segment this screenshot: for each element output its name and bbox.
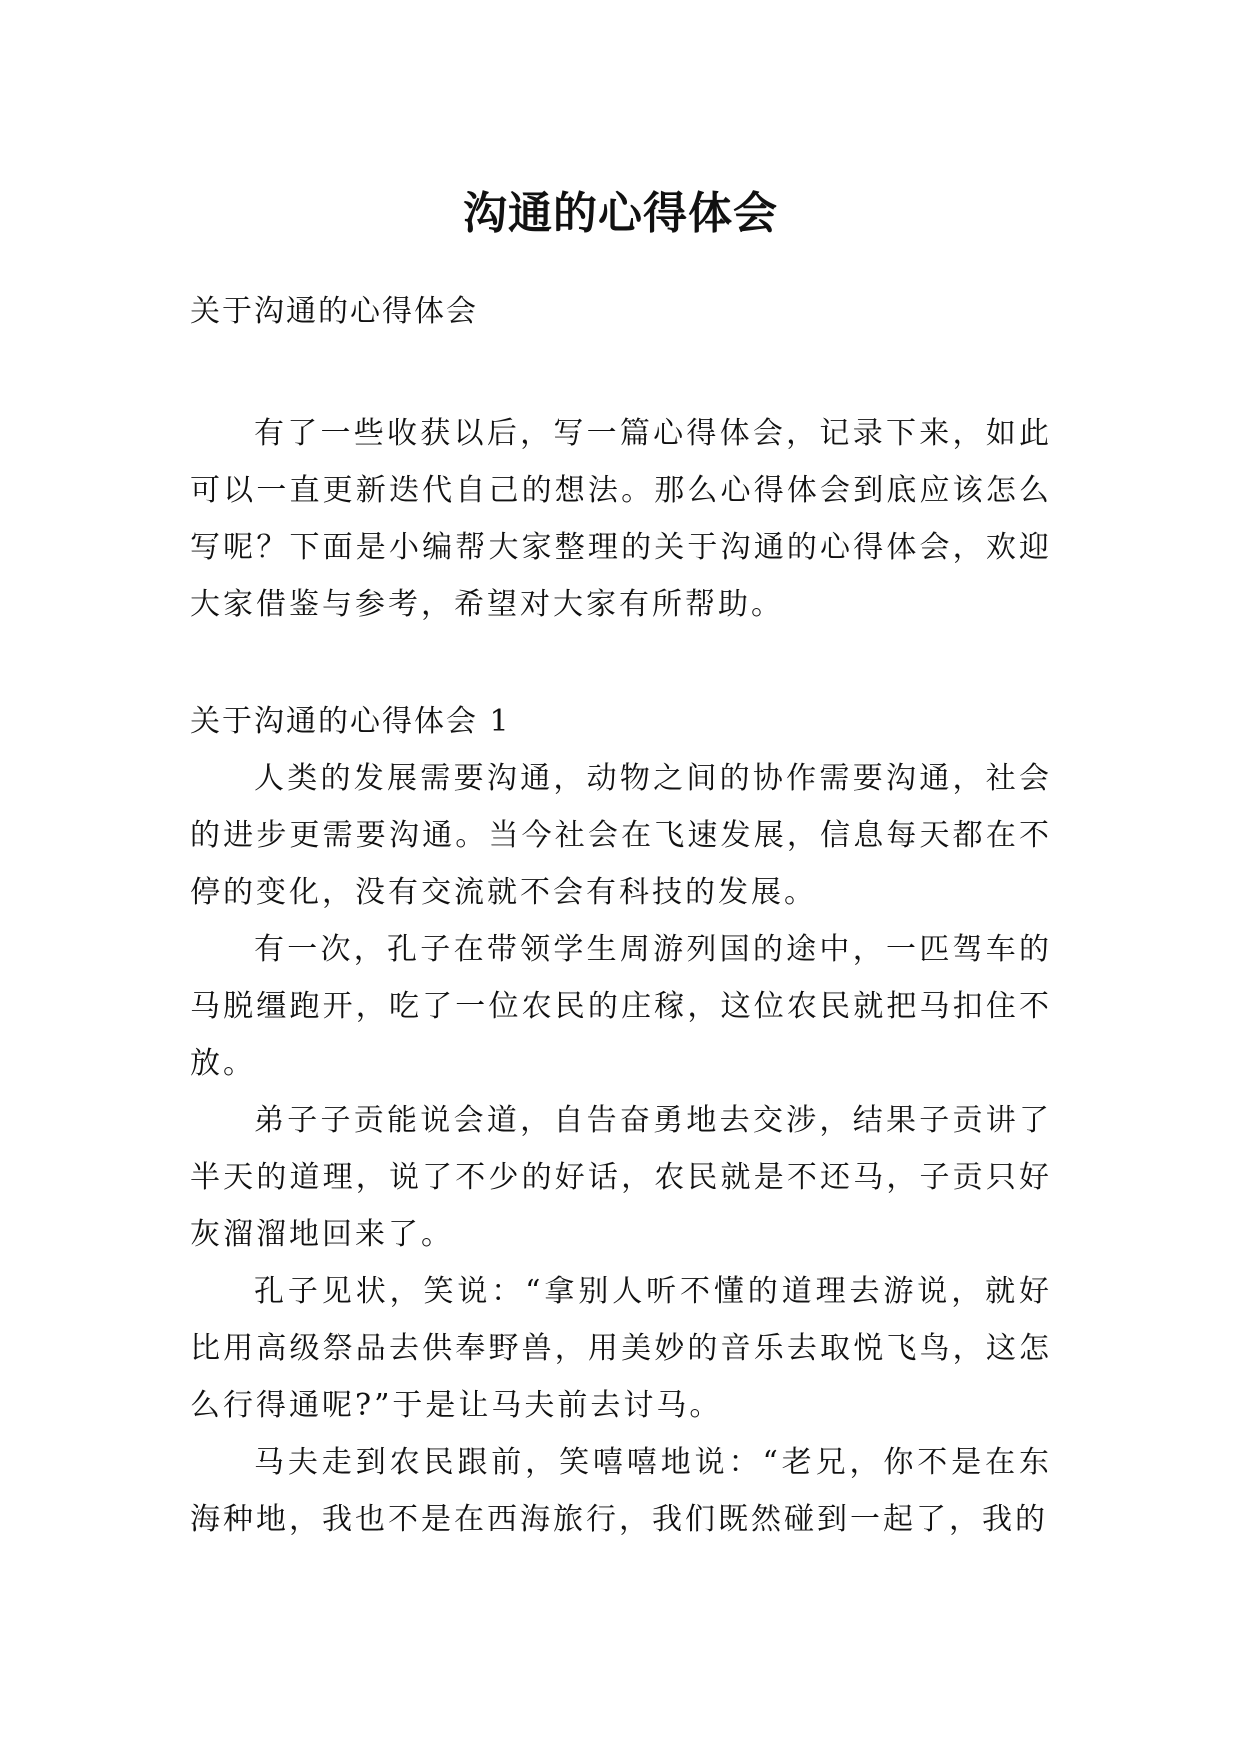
document-subtitle: 关于沟通的心得体会 [190,294,478,329]
section-1-body [190,750,1052,1548]
paragraph: 人类的发展需要沟通，动物之间的协作需要沟通，社会的进步更需要沟通。当今社会在飞速发展，信息每天都在不停的变化，没有交流就不会有科技的发展。 [190,761,1052,910]
paragraph: 孔子见状，笑说：“拿别人听不懂的道理去游说，就好比用高级祭品去供奉野兽，用美妙的音乐去取悦飞鸟，这怎么行得通呢?”于是让马夫前去讨马。 [190,1274,1052,1423]
paragraph: 马夫走到农民跟前，笑嘻嘻地说：“老兄，你不是在东海种地，我也不是在西海旅行，我们既然碰到一起了，我的 [190,1445,1052,1537]
document-title: 沟通的心得体会 [463,188,778,240]
intro-paragraph: 有了一些收获以后，写一篇心得体会，记录下来，如此可以一直更新迭代自己的想法。那么心得体会到底应该怎么写呢？下面是小编帮大家整理的关于沟通的心得体会，欢迎大家借鉴与参考，希望对大家有所帮助。 [190,416,1052,622]
paragraph: 弟子子贡能说会道，自告奋勇地去交涉，结果子贡讲了半天的道理，说了不少的好话，农民就是不还马，子贡只好灰溜溜地回来了。 [190,1103,1052,1252]
section-heading: 关于沟通的心得体会 1 [190,704,511,739]
intro-section [190,405,1052,633]
paragraph: 有一次，孔子在带领学生周游列国的途中，一匹驾车的马脱缰跑开，吃了一位农民的庄稼，这位农民就把马扣住不放。 [190,932,1052,1081]
